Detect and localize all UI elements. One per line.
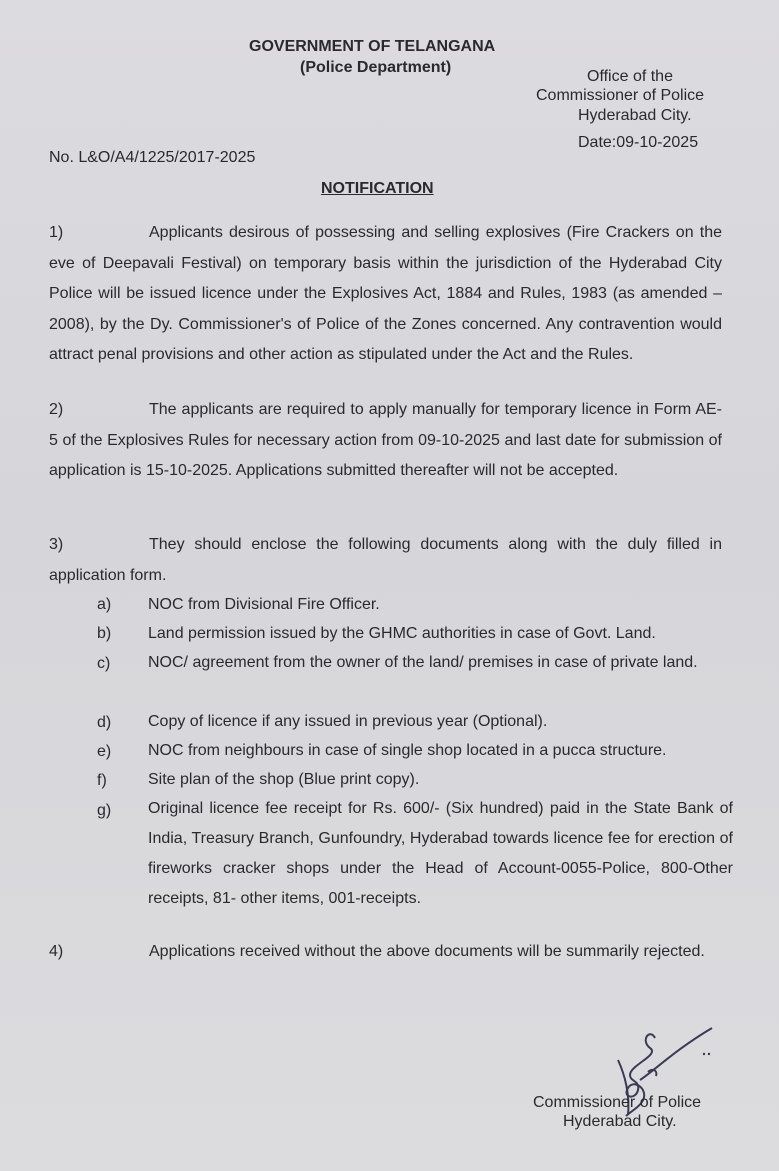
department-heading: (Police Department)	[300, 59, 452, 76]
list-item-label: a)	[97, 596, 112, 613]
paragraph-4	[49, 937, 733, 968]
notification-title: NOTIFICATION	[321, 180, 434, 197]
signatory-location: Hyderabad City.	[563, 1113, 677, 1130]
paragraph-1-text: Applicants desirous of possessing and selling explosives (Fire Crackers on the eve of Deepavali Festival) on temporary basis within the jurisdiction of the Hyderabad City Police will be issued licence under the Explosives Act, 1884 and Rules, 1983 (as amended – 2008), by the Dy. Commissioner's of Police of the Zones concerned. Any contravention would attract penal provisions and other action as stipulated under the Act and the Rules.	[49, 224, 722, 363]
list-item-text: Land permission issued by the GHMC authorities in case of Govt. Land.	[148, 625, 656, 642]
paragraph-1-number: 1)	[49, 224, 64, 241]
paragraph-2-text: The applicants are required to apply manually for temporary licence in Form AE-5 of the Explosives Rules for necessary action from 09-10-2025 and last date for submission of application is 15-10-2025. Applications submitted thereafter will not be accepted.	[49, 401, 722, 479]
list-item-label: c)	[97, 655, 111, 672]
paragraph-3	[49, 530, 722, 591]
paragraph-3-text: They should enclose the following documents along with the duly filled in application form.	[49, 536, 722, 584]
signatory-title: Commissioner of Police	[533, 1094, 702, 1111]
reference-number: No. L&O/A4/1225/2017-2025	[49, 149, 256, 166]
paragraph-4-text: Applications received without the above documents will be summarily rejected.	[149, 943, 705, 960]
paragraph-4-number: 4)	[49, 943, 64, 960]
office-line-3: Hyderabad City.	[578, 107, 692, 124]
paragraph-1	[49, 218, 722, 371]
office-line-2: Commissioner of Police	[536, 87, 705, 104]
list-item-text: Site plan of the shop (Blue print copy).	[148, 771, 420, 788]
paragraph-3-number: 3)	[49, 536, 64, 553]
paragraph-2-number: 2)	[49, 401, 64, 418]
list-item-text: NOC/ agreement from the owner of the land/ premises in case of private land.	[148, 654, 698, 671]
office-line-1: Office of the	[587, 68, 673, 85]
list-item-label: f)	[97, 772, 107, 789]
list-item-text: NOC from Divisional Fire Officer.	[148, 596, 380, 613]
list-item-label: e)	[97, 743, 112, 760]
list-item-text: Original licence fee receipt for Rs. 600/- (Six hundred) paid in the State Bank of India, Treasury Branch, Gunfoundry, Hyderabad towards licence fee for erection of fireworks cracker shops under the Head of Account-0055-Police, 800-Other receipts, 81- other items, 001-receipts.	[148, 800, 733, 907]
list-item-label: g)	[97, 802, 112, 819]
list-item-text: Copy of licence if any issued in previous year (Optional).	[148, 713, 548, 730]
list-item-label: b)	[97, 625, 112, 642]
notification-date: Date:09-10-2025	[578, 134, 699, 151]
list-item-text: NOC from neighbours in case of single shop located in a pucca structure.	[148, 742, 667, 759]
government-heading: GOVERNMENT OF TELANGANA	[249, 38, 496, 55]
list-item-label: d)	[97, 714, 112, 731]
paragraph-2	[49, 395, 722, 487]
